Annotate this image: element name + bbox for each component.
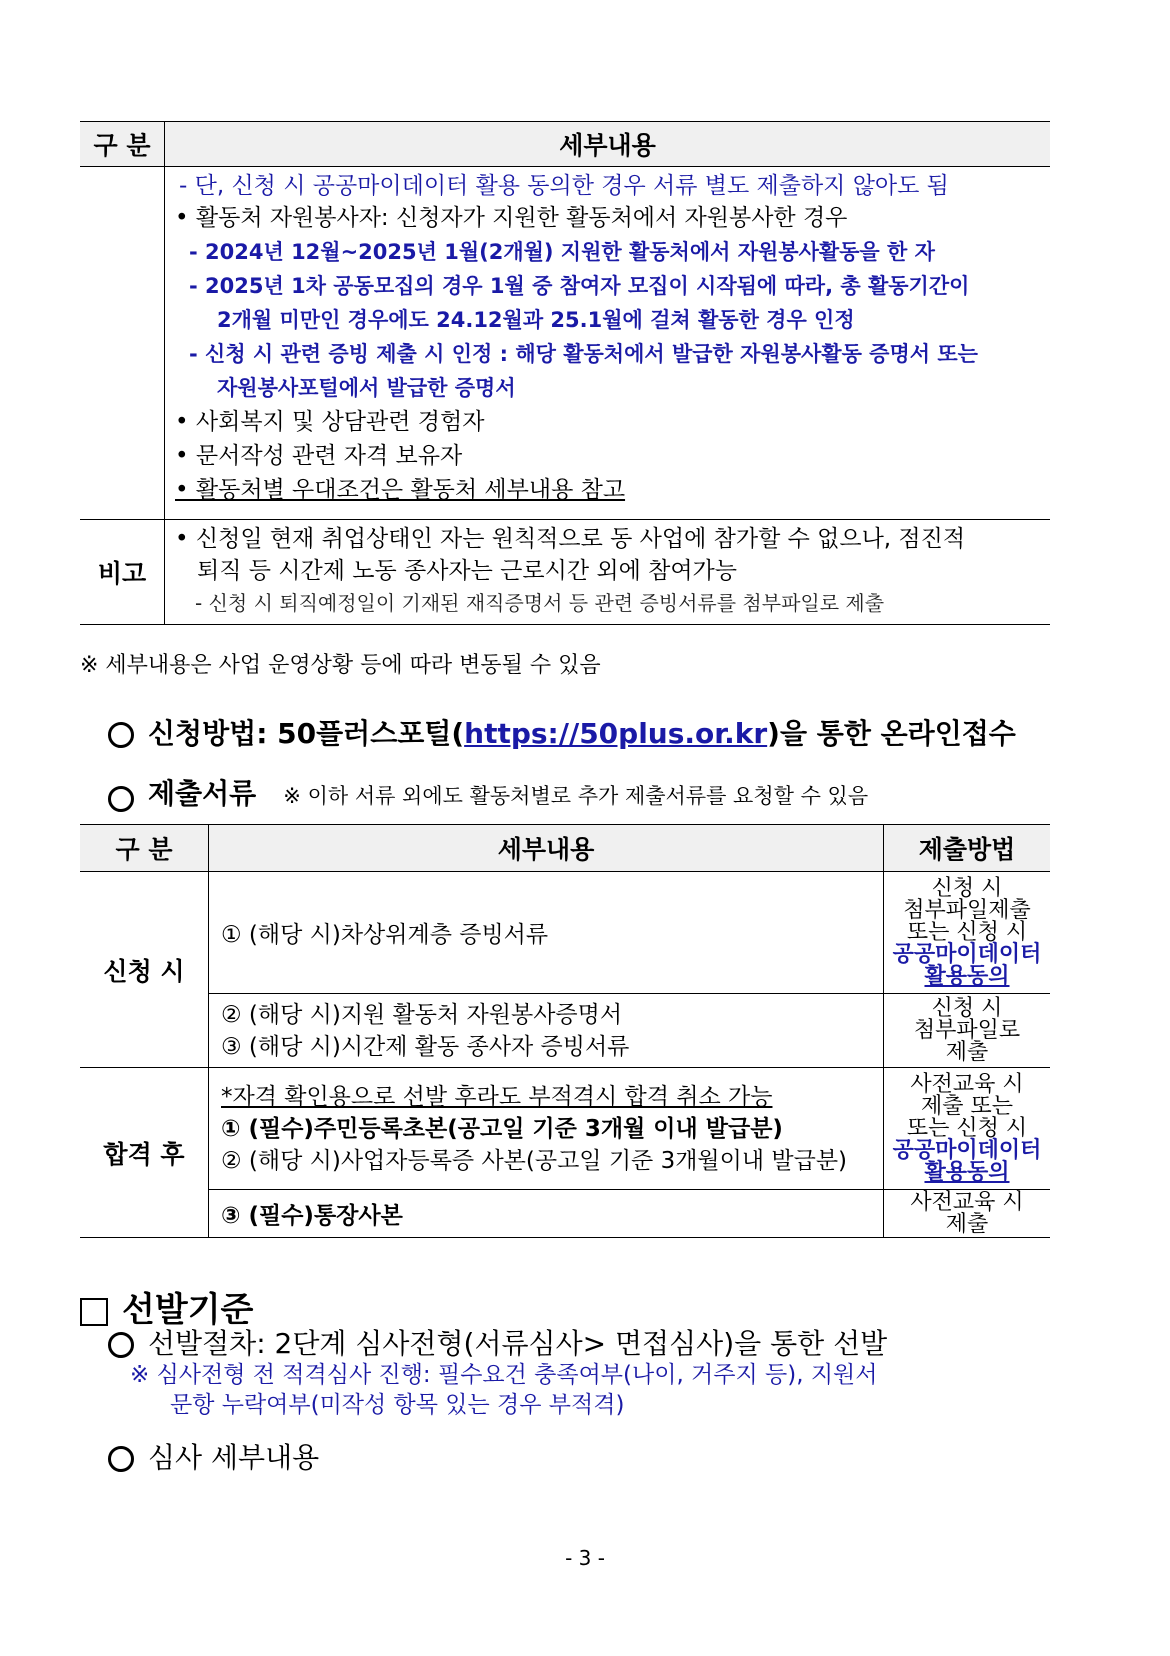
documents-note: ※ 이하 서류 외에도 활동처별로 추가 제출서류를 요청할 수 있음 bbox=[283, 784, 869, 808]
list-item: - 2025년 1차 공동모집의 경우 1월 중 참여자 모집이 시작됨에 따라, 총 활동기간이 bbox=[189, 274, 970, 298]
review-heading: 심사 세부내용 bbox=[108, 1436, 319, 1476]
submission-method: 신청 시 첨부파일제출 또는 신청 시 공공마이데이터 활용동의 bbox=[892, 875, 1042, 989]
documents-heading: 제출서류 ※ 이하 서류 외에도 활동처별로 추가 제출서류를 요청할 수 있음 bbox=[108, 772, 868, 812]
list-item: - 단, 신청 시 공공마이데이터 활용 동의한 경우 서류 별도 제출하지 않아도 됨 bbox=[179, 173, 949, 199]
circle-bullet-icon bbox=[108, 722, 134, 748]
table-row bbox=[80, 167, 1050, 520]
table-header-row bbox=[80, 122, 1050, 167]
table-row bbox=[80, 872, 1050, 994]
table-row bbox=[80, 520, 1050, 625]
circle-bullet-icon bbox=[108, 1446, 134, 1472]
table-row bbox=[80, 994, 1050, 1068]
list-item: • 활동처별 우대조건은 활동처 세부내용 참고 bbox=[175, 477, 626, 503]
selection-process: 선발절차: 2단계 심사전형(서류심사> 면접심사)을 통한 선발 bbox=[108, 1322, 887, 1362]
list-item: - 2024년 12월~2025년 1월(2개월) 지원한 활동처에서 자원봉사활동을 한 자 bbox=[189, 240, 935, 264]
group-label: 신청 시 bbox=[80, 872, 209, 1068]
header-category: 구 분 bbox=[80, 122, 165, 167]
list-item: • 신청일 현재 취업상태인 자는 원칙적으로 동 사업에 참가할 수 없으나, 점진적 bbox=[175, 526, 966, 552]
apply-method: 신청방법: 50플러스포털(https://50plus.or.kr)을 통한 온라인접수 bbox=[108, 712, 1016, 752]
document-item: *자격 확인용으로 선발 후라도 부적격시 합격 취소 가능 ① (필수)주민등록초본(공고일 기준 3개월 이내 발급분) ② (해당 시)사업자등록증 사본(공고일 기준 3개월이내 발급분) bbox=[209, 1068, 884, 1190]
list-item: 퇴직 등 시간제 노동 종사자는 근로시간 외에 참여가능 bbox=[197, 558, 737, 584]
square-bullet-icon bbox=[80, 1298, 108, 1326]
documents-table bbox=[80, 824, 1050, 1238]
eligibility-table bbox=[80, 121, 1050, 625]
list-item: • 활동처 자원봉사자: 신청자가 지원한 활동처에서 자원봉사한 경우 bbox=[175, 205, 848, 231]
list-item: 자원봉사포털에서 발급한 증명서 bbox=[217, 376, 516, 400]
selection-note: ※ 심사전형 전 적격심사 진행: 필수요건 충족여부(나이, 거주지 등), 지원서 문항 누락여부(미작성 항목 있는 경우 부적격) bbox=[130, 1362, 878, 1418]
circle-bullet-icon bbox=[108, 1332, 134, 1358]
document-item: ① (해당 시)차상위계층 증빙서류 bbox=[209, 872, 884, 994]
header-category: 구 분 bbox=[80, 825, 209, 872]
portal-link[interactable]: https://50plus.or.kr bbox=[464, 717, 768, 750]
table-row bbox=[80, 1190, 1050, 1238]
table-row bbox=[80, 1068, 1050, 1190]
submission-method: 사전교육 시 제출 또는 또는 신청 시 공공마이데이터 활용동의 bbox=[884, 1068, 1051, 1190]
header-details: 세부내용 bbox=[165, 122, 1051, 167]
list-item: • 문서작성 관련 자격 보유자 bbox=[175, 443, 463, 469]
page-number: - 3 - bbox=[565, 1546, 605, 1570]
section-title: 선발기준 bbox=[80, 1282, 253, 1331]
list-item: • 사회복지 및 상담관련 경험자 bbox=[175, 409, 485, 435]
header-details: 세부내용 bbox=[209, 825, 884, 872]
remarks-label: 비고 bbox=[80, 520, 165, 625]
list-item: 2개월 미만인 경우에도 24.12월과 25.1월에 걸쳐 활동한 경우 인정 bbox=[217, 308, 855, 332]
document-item: ② (해당 시)지원 활동처 자원봉사증명서 ③ (해당 시)시간제 활동 종사자 증빙서류 bbox=[209, 994, 884, 1068]
list-item: - 신청 시 퇴직예정일이 기재된 재직증명서 등 관련 증빙서류를 첨부파일로 제출 bbox=[195, 591, 885, 615]
document-item: ③ (필수)통장사본 bbox=[209, 1190, 884, 1238]
header-method: 제출방법 bbox=[884, 825, 1051, 872]
notice-text: ※ 세부내용은 사업 운영상황 등에 따라 변동될 수 있음 bbox=[80, 653, 601, 678]
list-item: - 신청 시 관련 증빙 제출 시 인정 : 해당 활동처에서 발급한 자원봉사활동 증명서 또는 bbox=[189, 342, 978, 366]
circle-bullet-icon bbox=[108, 786, 134, 812]
submission-method: 신청 시 첨부파일로 제출 bbox=[884, 994, 1051, 1068]
submission-method: 사전교육 시 제출 bbox=[884, 1190, 1051, 1238]
table-header-row bbox=[80, 825, 1050, 872]
group-label: 합격 후 bbox=[80, 1068, 209, 1238]
